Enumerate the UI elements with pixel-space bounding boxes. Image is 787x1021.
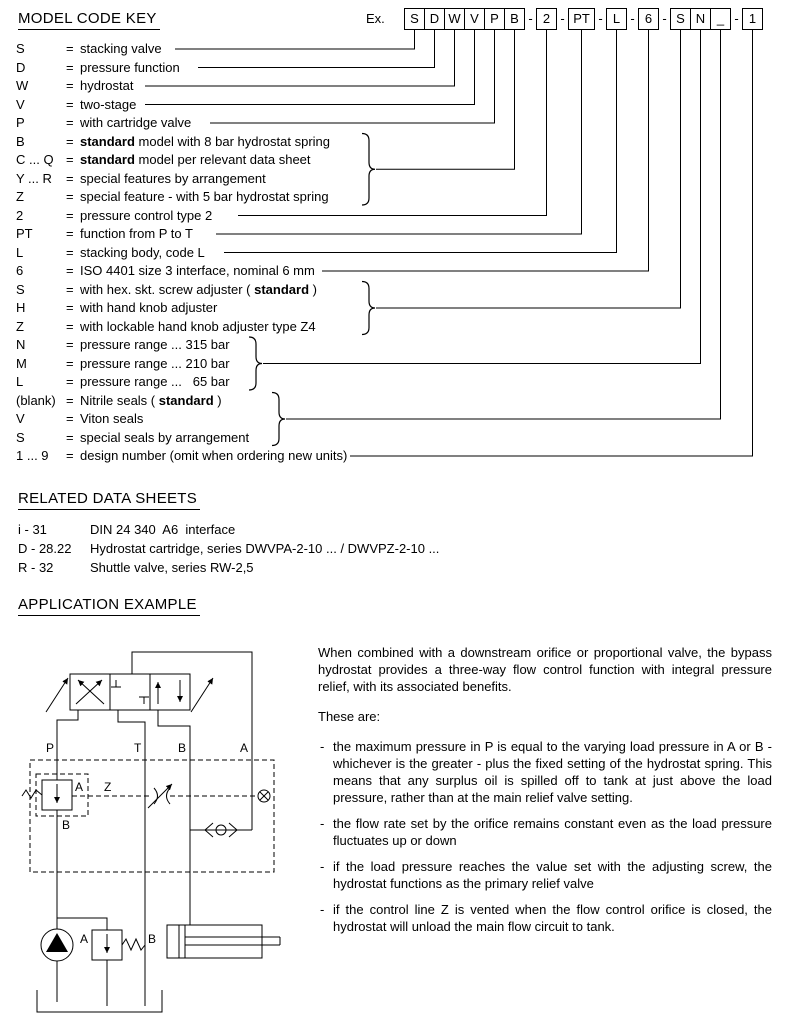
model-code-row xyxy=(0,133,787,152)
code-description xyxy=(80,225,193,244)
model-code-row xyxy=(0,336,787,355)
equals-sign: = xyxy=(66,263,74,278)
code-letter: N xyxy=(16,337,26,352)
code-box: 2 xyxy=(536,8,557,30)
code-letter: M xyxy=(16,355,27,371)
code-description xyxy=(80,410,143,429)
code-letter: D xyxy=(16,59,26,75)
related-data-sheets-title: RELATED DATA SHEETS xyxy=(18,490,200,510)
bullet-text: if the control line Z is vented when the flow control orifice is closed, the hydrostat will unload the main flow circuit to tank. xyxy=(333,902,772,934)
desc-text: stacking body, code L xyxy=(80,244,205,260)
code-letter: L xyxy=(16,374,24,389)
code-box: W xyxy=(444,8,465,30)
code-letter: B xyxy=(16,133,25,149)
code-letter: 6 xyxy=(16,263,24,278)
code-separator: - xyxy=(560,11,565,26)
code-box: 1 xyxy=(742,8,763,30)
code-box: S xyxy=(670,8,691,30)
model-code-row xyxy=(0,429,787,448)
code-letter: P xyxy=(16,115,25,130)
desc-text: Nitrile seals ( xyxy=(80,392,159,408)
port-label-a: A xyxy=(240,741,249,755)
model-code-row xyxy=(0,188,787,207)
desc-text: ) xyxy=(213,392,222,408)
desc-text: with hand knob adjuster xyxy=(80,300,218,315)
equals-sign: = xyxy=(66,115,74,130)
code-box: L xyxy=(606,8,627,30)
hydrostat-valve xyxy=(22,774,88,929)
code-letter: S xyxy=(16,429,25,445)
code-letter: 1 ... 9 xyxy=(16,448,49,463)
bullet-item xyxy=(318,815,772,849)
desc-text: special feature - with 5 bar hydrostat spring xyxy=(80,189,329,204)
desc-bold: standard xyxy=(254,281,310,297)
data-sheet-row xyxy=(0,520,787,539)
bullet-item xyxy=(318,858,772,892)
hydrostat-port-a-label: A xyxy=(75,780,84,794)
code-separator: - xyxy=(630,11,635,26)
application-example-title: APPLICATION EXAMPLE xyxy=(18,596,200,616)
equals-sign: = xyxy=(66,355,74,371)
code-box: 6 xyxy=(638,8,659,30)
code-letter: L xyxy=(16,244,24,260)
data-sheet-row xyxy=(0,539,787,558)
actuator-arrow xyxy=(46,678,68,712)
model-code-row xyxy=(0,40,787,59)
control-line-z xyxy=(72,780,270,808)
sheet-description: Shuttle valve, series RW-2,5 xyxy=(90,560,254,575)
code-letter: 2 xyxy=(16,207,24,223)
related-data-sheets-list xyxy=(0,520,787,577)
code-description xyxy=(80,207,212,226)
model-code-key-title: MODEL CODE KEY xyxy=(18,10,160,30)
model-code-row xyxy=(0,151,787,170)
code-letter: W xyxy=(16,78,29,93)
code-description xyxy=(80,188,329,207)
bullet-item xyxy=(318,901,772,935)
shuttle-check-valve xyxy=(190,823,252,837)
actuator-arrow xyxy=(191,678,213,712)
desc-bold: standard xyxy=(158,392,214,408)
code-separator: - xyxy=(598,11,603,26)
model-code-row xyxy=(0,96,787,115)
model-code-row xyxy=(0,262,787,281)
bullet-text: if the load pressure reaches the value set with the adjusting screw, the hydrostat functions as the primary relief valve xyxy=(333,859,772,891)
code-description xyxy=(80,262,315,281)
code-description xyxy=(80,336,230,355)
hydraulic-schematic xyxy=(12,640,307,1018)
code-box: S xyxy=(404,8,425,30)
port-label-t: T xyxy=(134,741,142,755)
equals-sign: = xyxy=(66,96,74,112)
code-description xyxy=(80,281,317,300)
desc-text: pressure control type 2 xyxy=(80,207,213,223)
code-box: N xyxy=(690,8,711,30)
desc-text: hydrostat xyxy=(80,78,134,93)
desc-text: Viton seals xyxy=(80,411,144,426)
model-code-row xyxy=(0,281,787,300)
code-letter: PT xyxy=(16,226,33,241)
equals-sign: = xyxy=(66,281,74,297)
sheet-code: D - 28.22 xyxy=(18,541,72,556)
code-description xyxy=(80,299,217,318)
desc-text: ISO 4401 size 3 interface, nominal 6 mm xyxy=(80,263,315,278)
sheet-code: R - 32 xyxy=(18,560,54,575)
desc-text: special features by arrangement xyxy=(80,170,266,186)
relief-valve xyxy=(57,918,156,1006)
code-box: V xyxy=(464,8,485,30)
equals-sign: = xyxy=(66,152,74,167)
code-description xyxy=(80,77,133,96)
desc-text: with cartridge valve xyxy=(80,115,192,130)
spring-symbol xyxy=(122,939,145,950)
desc-text: ) xyxy=(309,281,317,297)
code-separator: - xyxy=(662,11,667,26)
desc-bold: standard xyxy=(80,152,135,167)
equals-sign: = xyxy=(66,41,74,56)
sheet-code: i - 31 xyxy=(18,522,47,537)
desc-text: model per relevant data sheet xyxy=(134,152,311,167)
model-code-row xyxy=(0,244,787,263)
desc-text: pressure range ... 65 bar xyxy=(80,374,230,389)
code-letter: S xyxy=(16,41,25,56)
equals-sign: = xyxy=(66,244,74,260)
application-text xyxy=(318,644,772,944)
desc-text: function from P to T xyxy=(80,226,193,241)
code-description xyxy=(80,133,330,152)
desc-text: two-stage xyxy=(80,96,137,112)
desc-text: with hex. skt. screw adjuster ( xyxy=(80,281,255,297)
spring-symbol xyxy=(22,790,42,798)
desc-bold: standard xyxy=(80,133,135,149)
desc-text: pressure range ... 210 bar xyxy=(80,355,230,371)
equals-sign: = xyxy=(66,78,74,93)
model-code-row xyxy=(0,373,787,392)
model-code-row xyxy=(0,410,787,429)
code-description xyxy=(80,114,191,133)
model-code-rows xyxy=(0,40,787,466)
equals-sign: = xyxy=(66,59,74,75)
code-description xyxy=(80,447,347,466)
equals-sign: = xyxy=(66,411,74,426)
example-label: Ex. xyxy=(366,11,385,26)
model-code-row xyxy=(0,170,787,189)
code-box: PT xyxy=(568,8,595,30)
code-description xyxy=(80,373,230,392)
intro-paragraph: When combined with a downstream orifice or proportional valve, the bypass hydrostat provides a three-way flow control function with integral pressure relief, with its associated benefits. xyxy=(318,645,772,694)
code-letter: Y ... R xyxy=(16,170,52,186)
equals-sign: = xyxy=(66,207,74,223)
code-description xyxy=(80,170,266,189)
sheet-description: Hydrostat cartridge, series DWVPA-2-10 ... / DWVPZ-2-10 ... xyxy=(90,541,440,556)
hydrostat-port-b-label: B xyxy=(62,818,71,832)
desc-text: special seals by arrangement xyxy=(80,429,250,445)
code-letter: V xyxy=(16,411,25,426)
code-description xyxy=(80,355,230,374)
code-separator: - xyxy=(528,11,533,26)
relief-port-a-label: A xyxy=(80,932,89,946)
model-code-row xyxy=(0,77,787,96)
equals-sign: = xyxy=(66,226,74,241)
code-letter: Z xyxy=(16,318,24,334)
bullet-item xyxy=(318,738,772,806)
equals-sign: = xyxy=(66,300,74,315)
code-separator: - xyxy=(734,11,739,26)
equals-sign: = xyxy=(66,392,74,408)
equals-sign: = xyxy=(66,374,74,389)
model-code-row xyxy=(0,114,787,133)
desc-text: pressure range ... 315 bar xyxy=(80,337,230,352)
code-letter: H xyxy=(16,300,26,315)
code-description xyxy=(80,59,180,78)
equals-sign: = xyxy=(66,448,74,463)
z-label: Z xyxy=(104,780,112,794)
model-code-row xyxy=(0,447,787,466)
equals-sign: = xyxy=(66,133,74,149)
code-letter: Z xyxy=(16,189,24,204)
code-letter: (blank) xyxy=(16,392,56,408)
code-box: P xyxy=(484,8,505,30)
bullet-text: the maximum pressure in P is equal to the varying load pressure in A or B - whichever is the greater - plus the fixed setting of the hydrostat spring. This means that any surplus oil is spilled off to tank at just above the load pressure, rather than at the main relief valve setting. xyxy=(333,739,772,805)
directional-valve xyxy=(46,674,213,712)
code-letter: C ... Q xyxy=(16,152,54,167)
equals-sign: = xyxy=(66,429,74,445)
code-box: B xyxy=(504,8,525,30)
model-code-row xyxy=(0,318,787,337)
port-label-p: P xyxy=(46,741,55,755)
code-description xyxy=(80,318,316,337)
code-box: D xyxy=(424,8,445,30)
bullet-text: the flow rate set by the orifice remains constant even as the load pressure fluctuates up or down xyxy=(333,816,772,848)
desc-text: design number (omit when ordering new units) xyxy=(80,448,348,463)
code-description xyxy=(80,429,249,448)
model-code-row xyxy=(0,59,787,78)
desc-text: pressure function xyxy=(80,59,180,75)
code-letter: S xyxy=(16,281,25,297)
equals-sign: = xyxy=(66,189,74,204)
relief-port-b-label: B xyxy=(148,932,157,946)
code-letter: V xyxy=(16,96,25,112)
code-description xyxy=(80,40,162,59)
data-sheet-row xyxy=(0,558,787,577)
model-code-row xyxy=(0,225,787,244)
code-description xyxy=(80,392,222,411)
desc-text: with lockable hand knob adjuster type Z4 xyxy=(80,318,316,334)
tank xyxy=(37,990,162,1012)
equals-sign: = xyxy=(66,318,74,334)
desc-text: model with 8 bar hydrostat spring xyxy=(134,133,331,149)
model-code-row xyxy=(0,355,787,374)
port-lines xyxy=(46,710,252,1006)
equals-sign: = xyxy=(66,170,74,186)
port-label-b: B xyxy=(178,741,187,755)
desc-text: stacking valve xyxy=(80,41,162,56)
pump xyxy=(41,929,73,1002)
model-code-row xyxy=(0,299,787,318)
code-description xyxy=(80,151,311,170)
model-code-row xyxy=(0,207,787,226)
code-description xyxy=(80,96,136,115)
model-code-row xyxy=(0,392,787,411)
equals-sign: = xyxy=(66,337,74,352)
code-box: _ xyxy=(710,8,731,30)
cylinder xyxy=(167,925,280,958)
variable-orifice xyxy=(154,788,170,804)
code-description xyxy=(80,244,205,263)
sheet-description: DIN 24 340 A6 interface xyxy=(90,522,236,537)
these-are-label: These are: xyxy=(318,709,381,724)
